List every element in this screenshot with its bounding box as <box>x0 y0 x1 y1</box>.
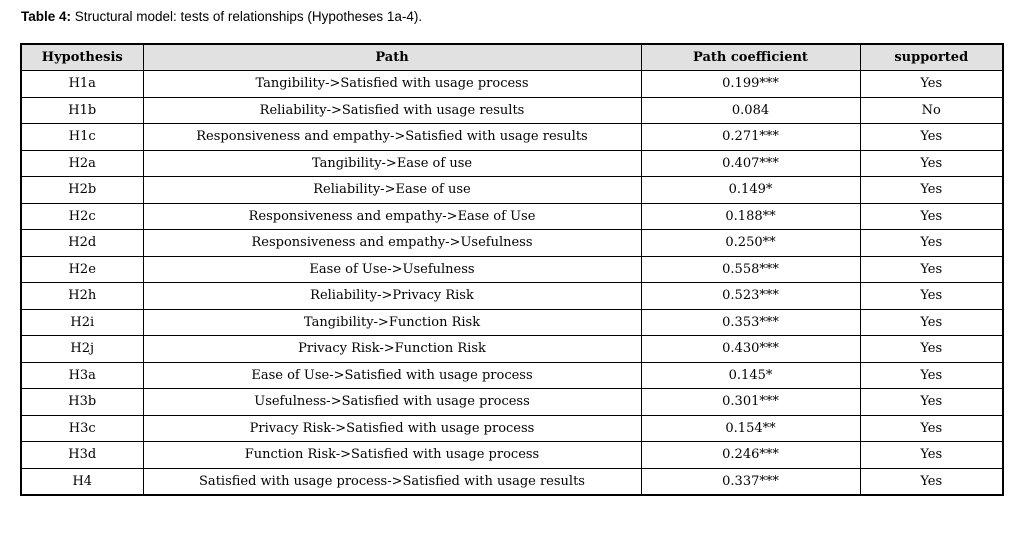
coefficient-cell: 0.145* <box>641 362 860 389</box>
supported-cell: Yes <box>860 177 1003 204</box>
header-row <box>21 44 1003 71</box>
results-table <box>20 43 1004 496</box>
hypothesis-cell: H2d <box>21 230 143 257</box>
supported-cell: Yes <box>860 336 1003 363</box>
path-cell: Reliability->Ease of use <box>143 177 641 204</box>
supported-cell: Yes <box>860 203 1003 230</box>
hypothesis-cell: H2c <box>21 203 143 230</box>
supported-cell: Yes <box>860 415 1003 442</box>
table-header <box>21 44 1003 71</box>
coefficient-cell: 0.271*** <box>641 124 860 151</box>
path-cell: Satisfied with usage process->Satisfied with usage results <box>143 468 641 495</box>
table-row <box>21 415 1003 442</box>
hypothesis-cell: H3b <box>21 389 143 416</box>
coefficient-cell: 0.523*** <box>641 283 860 310</box>
table-row <box>21 309 1003 336</box>
hypothesis-cell: H1a <box>21 71 143 98</box>
hypothesis-cell: H2h <box>21 283 143 310</box>
hypothesis-cell: H3d <box>21 442 143 469</box>
hypothesis-cell: H2a <box>21 150 143 177</box>
table-row <box>21 203 1003 230</box>
coefficient-cell: 0.250** <box>641 230 860 257</box>
coefficient-cell: 0.188** <box>641 203 860 230</box>
path-cell: Function Risk->Satisfied with usage process <box>143 442 641 469</box>
column-header-supported: supported <box>860 44 1003 71</box>
supported-cell: No <box>860 97 1003 124</box>
coefficient-cell: 0.154** <box>641 415 860 442</box>
path-cell: Tangibility->Satisfied with usage process <box>143 71 641 98</box>
coefficient-cell: 0.337*** <box>641 468 860 495</box>
path-cell: Responsiveness and empathy->Satisfied with usage results <box>143 124 641 151</box>
table-row <box>21 71 1003 98</box>
supported-cell: Yes <box>860 389 1003 416</box>
table-row <box>21 362 1003 389</box>
path-cell: Privacy Risk->Function Risk <box>143 336 641 363</box>
hypothesis-cell: H3c <box>21 415 143 442</box>
column-header-path-coefficient: Path coefficient <box>641 44 860 71</box>
table-row <box>21 468 1003 495</box>
hypothesis-cell: H4 <box>21 468 143 495</box>
hypothesis-cell: H3a <box>21 362 143 389</box>
table-row <box>21 256 1003 283</box>
table-caption <box>20 8 1035 25</box>
supported-cell: Yes <box>860 283 1003 310</box>
coefficient-cell: 0.199*** <box>641 71 860 98</box>
supported-cell: Yes <box>860 150 1003 177</box>
caption-text: Structural model: tests of relationships (Hypotheses 1a-4). <box>71 9 423 24</box>
path-cell: Reliability->Satisfied with usage results <box>143 97 641 124</box>
hypothesis-cell: H1b <box>21 97 143 124</box>
table-body <box>21 71 1003 495</box>
supported-cell: Yes <box>860 309 1003 336</box>
table-row <box>21 336 1003 363</box>
path-cell: Tangibility->Function Risk <box>143 309 641 336</box>
supported-cell: Yes <box>860 230 1003 257</box>
coefficient-cell: 0.353*** <box>641 309 860 336</box>
supported-cell: Yes <box>860 442 1003 469</box>
table-row <box>21 97 1003 124</box>
path-cell: Responsiveness and empathy->Ease of Use <box>143 203 641 230</box>
column-header-path: Path <box>143 44 641 71</box>
path-cell: Usefulness->Satisfied with usage process <box>143 389 641 416</box>
table-row <box>21 177 1003 204</box>
supported-cell: Yes <box>860 256 1003 283</box>
caption-label: Table 4: <box>21 9 72 24</box>
hypothesis-cell: H2e <box>21 256 143 283</box>
path-cell: Privacy Risk->Satisfied with usage process <box>143 415 641 442</box>
hypothesis-cell: H2i <box>21 309 143 336</box>
hypothesis-cell: H2b <box>21 177 143 204</box>
supported-cell: Yes <box>860 362 1003 389</box>
hypothesis-cell: H2j <box>21 336 143 363</box>
coefficient-cell: 0.407*** <box>641 150 860 177</box>
coefficient-cell: 0.149* <box>641 177 860 204</box>
path-cell: Ease of Use->Usefulness <box>143 256 641 283</box>
table-row <box>21 283 1003 310</box>
path-cell: Ease of Use->Satisfied with usage process <box>143 362 641 389</box>
path-cell: Responsiveness and empathy->Usefulness <box>143 230 641 257</box>
supported-cell: Yes <box>860 468 1003 495</box>
coefficient-cell: 0.430*** <box>641 336 860 363</box>
coefficient-cell: 0.084 <box>641 97 860 124</box>
table-row <box>21 389 1003 416</box>
coefficient-cell: 0.301*** <box>641 389 860 416</box>
table-row <box>21 124 1003 151</box>
column-header-hypothesis: Hypothesis <box>21 44 143 71</box>
supported-cell: Yes <box>860 71 1003 98</box>
path-cell: Reliability->Privacy Risk <box>143 283 641 310</box>
table-row <box>21 230 1003 257</box>
hypothesis-cell: H1c <box>21 124 143 151</box>
coefficient-cell: 0.558*** <box>641 256 860 283</box>
table-row <box>21 150 1003 177</box>
supported-cell: Yes <box>860 124 1003 151</box>
table-row <box>21 442 1003 469</box>
coefficient-cell: 0.246*** <box>641 442 860 469</box>
path-cell: Tangibility->Ease of use <box>143 150 641 177</box>
